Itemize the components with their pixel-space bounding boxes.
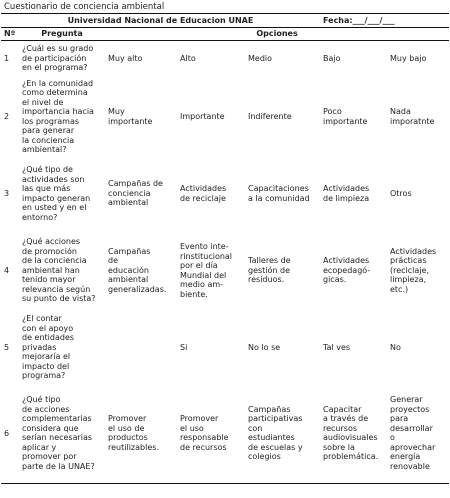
question-number: 5 bbox=[4, 342, 10, 352]
option-cell: Medio bbox=[248, 53, 273, 63]
option-cell: Poco importante bbox=[323, 107, 368, 126]
option-cell: Indiferente bbox=[248, 111, 292, 121]
question-row bbox=[1, 158, 449, 230]
option-cell: Campañas de conciencia ambiental bbox=[108, 179, 163, 208]
options-column-header: Opciones bbox=[105, 28, 449, 41]
question-number: 1 bbox=[4, 53, 10, 63]
question-row bbox=[1, 41, 449, 76]
option-cell: Muy alto bbox=[108, 53, 143, 63]
option-cell: Tal ves bbox=[323, 342, 351, 352]
option-cell: Otros bbox=[390, 188, 412, 198]
option-cell: Talleres de gestión de residuos. bbox=[248, 256, 291, 285]
option-cell: Promover el uso responsable de recursos bbox=[177, 384, 245, 484]
option-cell: Actividades prácticas (reciclaje, limpieza, etc.) bbox=[390, 246, 437, 294]
option-cell: Actividades de limpieza bbox=[323, 184, 370, 203]
question-row bbox=[1, 312, 449, 384]
option-cell: Actividades ecopedagó- gicas. bbox=[323, 256, 371, 285]
date-field: Fecha:___/___/___ bbox=[320, 14, 449, 28]
option-cell: Evento inte- rinstitucional por el día Mundial del medio am- biente. bbox=[180, 242, 233, 299]
question-row bbox=[1, 76, 449, 158]
option-cell: Bajo bbox=[323, 53, 341, 63]
title-row bbox=[1, 14, 449, 28]
option-cell: Nada imporatnte bbox=[390, 107, 435, 126]
option-cell: Importante bbox=[180, 111, 225, 121]
university-name: Universidad Nacional de Educacion UNAE bbox=[1, 14, 320, 28]
question-text: ¿El contar con el apoyo de entidades privadas mejoraría el impacto del programa? bbox=[22, 314, 75, 381]
option-cell: No bbox=[390, 342, 401, 352]
question-column-header: Pregunta bbox=[19, 28, 105, 41]
option-cell: Capacitar a través de recursos audiovisuales sobre la problemática. bbox=[320, 384, 387, 484]
question-text: ¿Qué tipo de acciones complementarias considera que serían necesarias aplicar y promover por parte de la UNAE? bbox=[19, 384, 105, 484]
option-cell: Actividades de reciclaje bbox=[180, 184, 227, 203]
table-caption: Cuestionario de conciencia ambiental bbox=[4, 2, 165, 12]
questions-body bbox=[1, 41, 449, 484]
option-cell: No lo se bbox=[248, 342, 281, 352]
option-cell: Alto bbox=[180, 53, 196, 63]
question-text: ¿Qué tipo de actividades son las que más impacto generan en usted y en el entorno? bbox=[22, 165, 91, 222]
question-number: 2 bbox=[4, 111, 10, 121]
question-row bbox=[1, 384, 449, 484]
option-cell: Promover el uso de productos reutilizables. bbox=[105, 384, 177, 484]
option-cell: Muy importante bbox=[108, 107, 153, 126]
column-header-row bbox=[1, 28, 449, 41]
question-row bbox=[1, 230, 449, 312]
option-cell: Capacitaciones a la comunidad bbox=[248, 184, 310, 203]
option-cell bbox=[105, 312, 177, 384]
question-number: 4 bbox=[4, 265, 10, 275]
number-column-header: Nº bbox=[1, 28, 19, 41]
question-number: 3 bbox=[4, 188, 10, 198]
question-text: ¿En la comunidad como determina el nivel de importancia hacia los programas para generar la conciencia ambiental? bbox=[22, 78, 94, 154]
option-cell: Muy bajo bbox=[390, 53, 427, 63]
question-number: 6 bbox=[1, 384, 19, 484]
option-cell: Campañas de educación ambiental generalizadas. bbox=[108, 246, 167, 294]
questionnaire-table bbox=[1, 13, 449, 484]
question-text: ¿Qué acciones de promoción de la conciencia ambiental han tenido mayor relevancia según su punto de vista? bbox=[22, 237, 96, 304]
question-text: ¿Cuál es su grado de participación en el programa? bbox=[22, 44, 94, 72]
option-cell: Si bbox=[180, 342, 188, 352]
option-cell: Generar proyectos para desarrollar o aprovechar energía renovable bbox=[387, 384, 449, 484]
option-cell: Campañas participativas con estudiantes de escuelas y colegios bbox=[245, 384, 320, 484]
